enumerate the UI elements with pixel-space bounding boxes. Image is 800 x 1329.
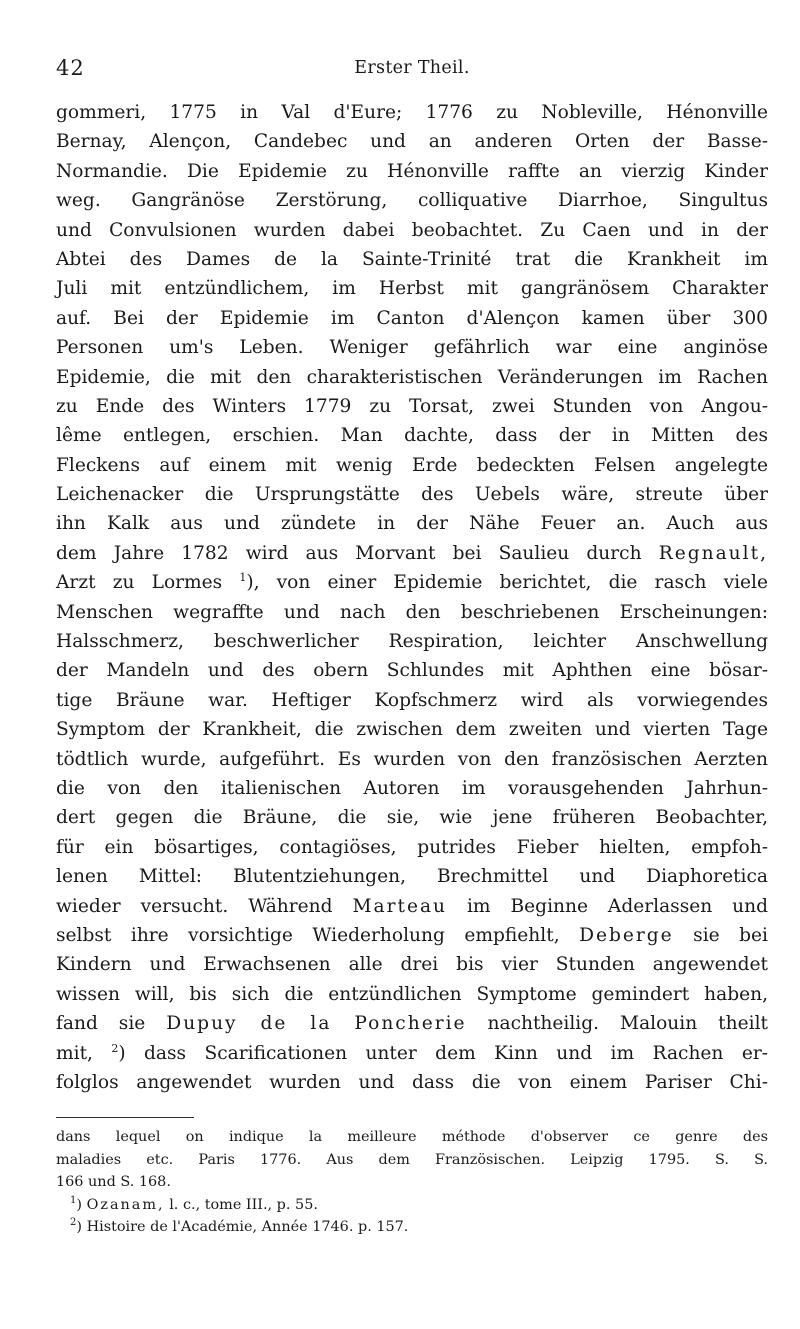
text-line: die von den italienischen Autoren im vorausgehenden Jahrhun-: [56, 777, 768, 799]
person-name: Marteau: [352, 895, 448, 917]
text-line: Bernay, Alençon, Candebec und an anderen Orten der Basse-: [56, 131, 768, 153]
text-line: Menschen wegraffte und nach den beschriebenen Erscheinungen:: [56, 601, 768, 623]
footnote-text: Histoire de l'Académie, Année 1746. p. 157.: [86, 1219, 409, 1236]
footnote-ref: 2: [111, 1041, 119, 1055]
footnote-divider: [56, 1117, 194, 1118]
text-fragment: fand sie: [56, 1013, 146, 1035]
footnote-line: 166 und S. 168.: [56, 1174, 171, 1191]
text-fragment: im Beginne Aderlassen und: [466, 895, 768, 917]
text-line: zu Ende des Winters 1779 zu Torsat, zwei Stunden von Angou-: [56, 395, 768, 417]
text-fragment: wieder versucht. Während: [56, 895, 333, 917]
text-fragment: sie bei: [693, 924, 768, 946]
text-line: weg. Gangränöse Zerstörung, colliquative Diarrhoe, Singultus: [56, 190, 768, 212]
text-line: Normandie. Die Epidemie zu Hénonville raffte an vierzig Kinder: [56, 160, 768, 182]
person-name: Ozanam,: [86, 1196, 165, 1213]
text-fragment: selbst ihre vorsichtige Wiederholung empfiehlt,: [56, 924, 560, 946]
page-number: 42: [56, 56, 85, 80]
text-line: Abtei des Dames de la Sainte-Trinité trat die Krankheit im: [56, 248, 768, 270]
text-fragment: ) dass Scarificationen unter dem Kinn und im Rachen er-: [118, 1042, 768, 1064]
text-line: Juli mit entzündlichem, im Herbst mit gangränösem Charakter: [56, 278, 768, 300]
footnote-line: maladies etc. Paris 1776. Aus dem Französischen. Leipzig 1795. S. S.: [56, 1151, 768, 1168]
text-line: [56, 568, 768, 597]
text-line: [56, 892, 768, 921]
text-line: Epidemie, die mit den charakteristischen Veränderungen im Rachen: [56, 366, 768, 388]
text-fragment: Arzt zu Lormes: [56, 572, 223, 594]
text-line: [56, 1009, 768, 1038]
footnote-1: $^1$) Ozanam, l. c., tome III., p. 55.: [70, 1194, 318, 1213]
text-line: der Mandeln und des obern Schlundes mit Aphthen eine bösar-: [56, 660, 768, 682]
text-line: lenen Mittel: Blutentziehungen, Brechmittel und Diaphoretica: [56, 866, 768, 888]
footnote-text: l. c., tome III., p. 55.: [169, 1196, 318, 1213]
text-line: dert gegen die Bräune, die sie, wie jene früheren Beobachter,: [56, 807, 768, 829]
running-title: Erster Theil.: [354, 58, 470, 78]
text-line: [56, 1039, 768, 1068]
text-line: ihn Kalk aus und zündete in der Nähe Feuer an. Auch aus: [56, 513, 768, 535]
person-name: Regnault,: [658, 542, 768, 564]
text-line: folglos angewendet wurden und dass die von einem Pariser Chi-: [56, 1071, 768, 1093]
text-line: tödtlich wurde, aufgeführt. Es wurden von den französischen Aerzten: [56, 748, 768, 770]
text-line: Kindern und Erwachsenen alle drei bis vier Stunden angewendet: [56, 954, 768, 976]
text-line: [56, 921, 768, 950]
text-line: Personen um's Leben. Weniger gefährlich war eine anginöse: [56, 337, 768, 359]
text-line: Halsschmerz, beschwerlicher Respiration, leichter Anschwellung: [56, 631, 768, 653]
footnotes: [56, 1126, 768, 1239]
text-line: gommeri, 1775 in Val d'Eure; 1776 zu Nobleville, Hénonville: [56, 102, 768, 123]
text-line: tige Bräune war. Heftiger Kopfschmerz wird als vorwiegendes: [56, 689, 768, 711]
text-fragment: dem Jahre 1782 wird aus Morvant bei Saulieu durch: [56, 542, 642, 564]
text-fragment: ), von einer Epidemie berichtet, die rasch viele: [246, 572, 768, 594]
footnote-marker: 1: [70, 1194, 77, 1206]
footnote-2: $^2$) Histoire de l'Académie, Année 1746. p. 157.: [70, 1217, 409, 1236]
text-line: wissen will, bis sich die entzündlichen Symptome gemindert haben,: [56, 983, 768, 1005]
text-line: lême entlegen, erschien. Man dachte, dass der in Mitten des: [56, 425, 768, 447]
footnote-ref: 1: [239, 571, 247, 585]
text-line: [56, 539, 768, 568]
person-name: Dupuy de la Poncherie: [166, 1013, 467, 1035]
person-name: Deberge: [579, 924, 674, 946]
text-fragment: mit,: [56, 1042, 93, 1064]
body-text: [56, 98, 768, 1097]
text-line: und Convulsionen wurden dabei beobachtet. Zu Caen und in der: [56, 219, 768, 241]
text-line: für ein bösartiges, contagiöses, putrides Fieber hielten, empfoh-: [56, 836, 768, 858]
running-header: [56, 56, 768, 88]
text-line: Fleckens auf einem mit wenig Erde bedeckten Felsen angelegte: [56, 454, 768, 476]
footnote-line: dans lequel on indique la meilleure méthode d'observer ce genre des: [56, 1129, 768, 1146]
text-line: auf. Bei der Epidemie im Canton d'Alençon kamen über 300: [56, 307, 768, 329]
book-page: [56, 56, 768, 1239]
text-line: Leichenacker die Ursprungstätte des Uebels wäre, streute über: [56, 484, 768, 506]
text-line: Symptom der Krankheit, die zwischen dem zweiten und vierten Tage: [56, 719, 768, 741]
text-fragment: nachtheilig. Malouin theilt: [487, 1013, 768, 1035]
footnote-marker: 2: [70, 1217, 77, 1229]
